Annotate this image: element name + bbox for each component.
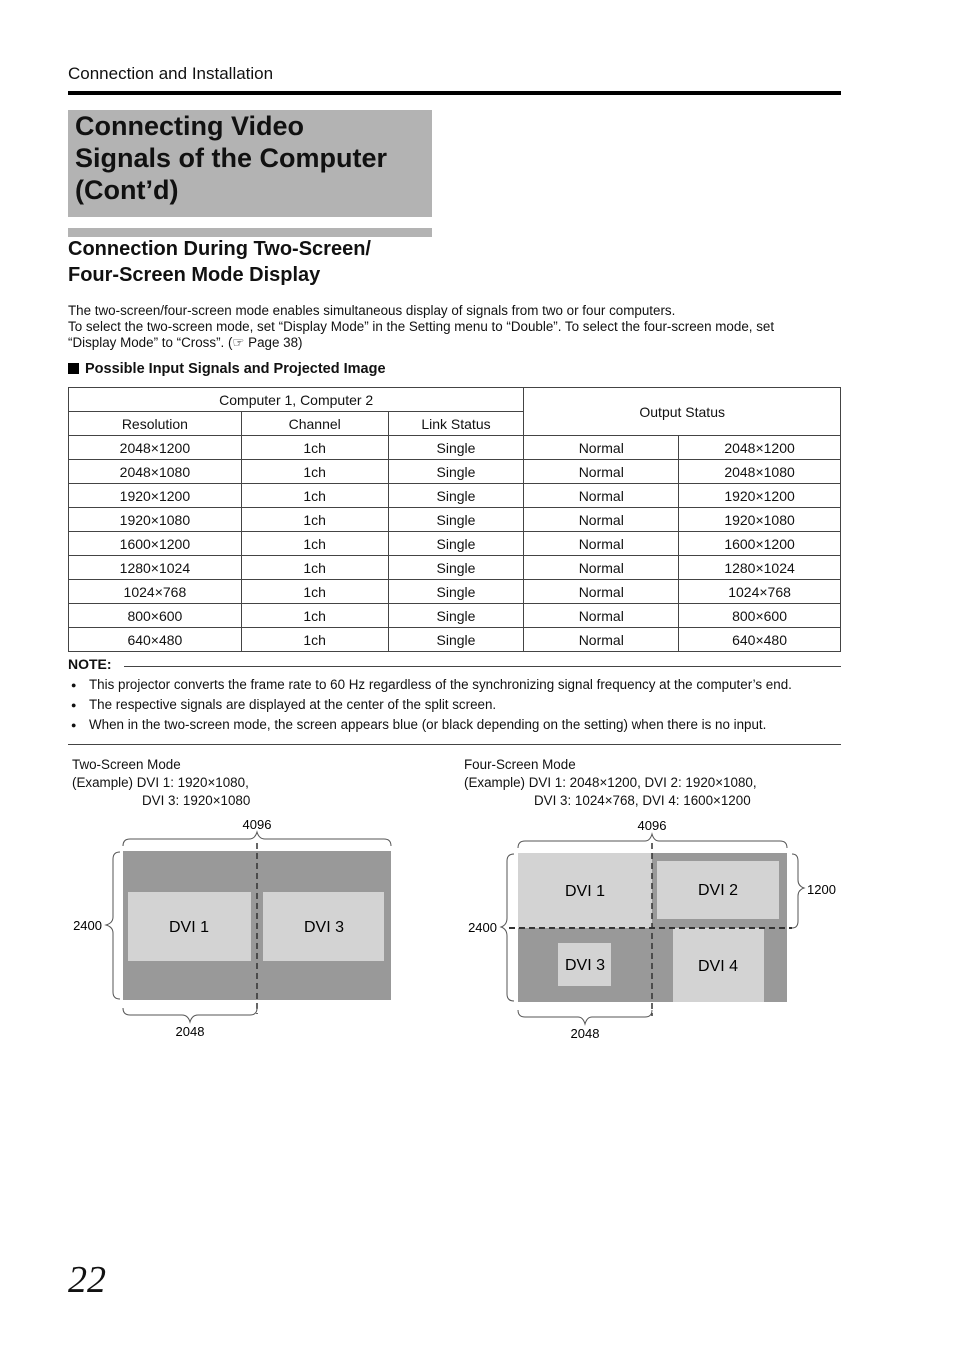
dvi1-label: DVI 1 <box>168 919 210 936</box>
table-cell: 1ch <box>241 484 388 508</box>
table-cell: Single <box>388 628 524 652</box>
table-row <box>69 460 841 484</box>
table-cell: Single <box>388 460 524 484</box>
table-heading <box>68 361 386 377</box>
table-cell: Normal <box>524 556 679 580</box>
table-cell: 1280×1024 <box>679 556 841 580</box>
table-cell: Normal <box>524 460 679 484</box>
table-cell: 1ch <box>241 436 388 460</box>
table-group-header: Computer 1, Computer 2 <box>69 388 524 412</box>
table-cell: 1ch <box>241 628 388 652</box>
table-row <box>69 556 841 580</box>
bottom-brace <box>518 1010 652 1024</box>
table-output-header: Output Status <box>524 388 841 436</box>
table-cell: 1024×768 <box>69 580 242 604</box>
table-cell: Single <box>388 580 524 604</box>
table-column-header: Channel <box>241 412 388 436</box>
table-cell: Single <box>388 556 524 580</box>
title-box <box>68 110 432 217</box>
bullet-icon: ● <box>71 720 77 730</box>
table-cell: Normal <box>524 580 679 604</box>
dvi2-label: DVI 2 <box>697 882 739 899</box>
square-bullet-icon <box>68 363 79 374</box>
table-cell: Normal <box>524 508 679 532</box>
intro-line: “Display Mode” to “Cross”. (☞ Page 38) <box>68 335 303 350</box>
table-cell: Normal <box>524 436 679 460</box>
table-cell: 800×600 <box>679 604 841 628</box>
table-cell: 800×600 <box>69 604 242 628</box>
table-cell: 2048×1080 <box>69 460 242 484</box>
height-label: 2400 <box>73 918 102 933</box>
table-cell: 1024×768 <box>679 580 841 604</box>
table-cell: 640×480 <box>69 628 242 652</box>
table-cell: 2048×1200 <box>69 436 242 460</box>
table-cell: 1600×1200 <box>679 532 841 556</box>
note-label: NOTE: <box>68 656 112 672</box>
four-screen-diagram <box>455 810 850 1050</box>
note-divider <box>124 666 841 667</box>
note-item: ● When in the two-screen mode, the screen appears blue (or black depending on the setting) when there is no input. <box>68 715 792 735</box>
table-cell: Normal <box>524 628 679 652</box>
half-width-label: 2048 <box>175 1024 205 1039</box>
dvi3-label: DVI 3 <box>303 919 345 936</box>
bottom-brace <box>123 1008 257 1022</box>
table-cell: Normal <box>524 532 679 556</box>
left-brace <box>106 852 120 999</box>
two-screen-caption <box>72 756 250 810</box>
right-brace <box>792 854 804 928</box>
four-screen-caption <box>464 756 757 810</box>
table-cell: Single <box>388 508 524 532</box>
table-row <box>69 604 841 628</box>
table-row <box>69 580 841 604</box>
table-row <box>69 628 841 652</box>
table-cell: 1920×1080 <box>679 508 841 532</box>
table-cell: 2048×1200 <box>679 436 841 460</box>
four-screen-example: DVI 3: 1024×768, DVI 4: 1600×1200 <box>534 793 751 808</box>
note-item: ● This projector converts the frame rate to 60 Hz regardless of the synchronizing signal frequency at the computer’s end. <box>68 675 792 695</box>
dvi1-label: DVI 1 <box>564 883 606 900</box>
table-cell: 1ch <box>241 508 388 532</box>
two-screen-example: DVI 3: 1920×1080 <box>142 793 251 808</box>
four-screen-example: (Example) DVI 1: 2048×1200, DVI 2: 1920×1080, <box>464 775 757 790</box>
table-row <box>69 436 841 460</box>
two-screen-title: Two-Screen Mode <box>72 757 181 772</box>
two-screen-diagram <box>60 810 410 1050</box>
table-cell: 1920×1200 <box>69 484 242 508</box>
table-row <box>69 508 841 532</box>
table-cell: Single <box>388 532 524 556</box>
notes-list <box>68 675 792 735</box>
page-title: Connecting Video Signals of the Computer (Cont’d) <box>75 111 388 205</box>
table-cell: 1920×1080 <box>69 508 242 532</box>
table-cell: 1920×1200 <box>679 484 841 508</box>
table-column-header: Link Status <box>388 412 524 436</box>
intro-text <box>68 303 848 351</box>
table-cell: Normal <box>524 604 679 628</box>
dvi3-label: DVI 3 <box>564 957 606 974</box>
section-subtitle: Connection During Two-Screen/ Four-Screen Mode Display <box>68 238 371 286</box>
note-item: ● The respective signals are displayed at the center of the split screen. <box>68 695 792 715</box>
table-cell: 1280×1024 <box>69 556 242 580</box>
section-divider <box>68 744 841 745</box>
bullet-icon: ● <box>71 680 77 690</box>
width-label: 4096 <box>242 817 272 832</box>
table-heading-text: Possible Input Signals and Projected Image <box>85 361 386 377</box>
half-height-label: 1200 <box>807 882 836 897</box>
table-cell: 1ch <box>241 460 388 484</box>
table-cell: Single <box>388 484 524 508</box>
table-cell: 1ch <box>241 532 388 556</box>
intro-line: To select the two-screen mode, set “Display Mode” in the Setting menu to “Double”. To select the four-screen mode, set <box>68 319 775 334</box>
bullet-icon: ● <box>71 700 77 710</box>
table-cell: Single <box>388 604 524 628</box>
table-column-header: Resolution <box>69 412 242 436</box>
table-cell: 2048×1080 <box>679 460 841 484</box>
table-body <box>69 436 841 652</box>
page-number: 22 <box>68 1259 106 1301</box>
section-header: Connection and Installation <box>68 64 274 83</box>
table-cell: Single <box>388 436 524 460</box>
table-cell: 1ch <box>241 580 388 604</box>
table-cell: Normal <box>524 484 679 508</box>
dvi4-label: DVI 4 <box>697 958 739 975</box>
table-row <box>69 532 841 556</box>
intro-line: The two-screen/four-screen mode enables simultaneous display of signals from two or four computers. <box>68 303 676 318</box>
table-cell: 640×480 <box>679 628 841 652</box>
table-cell: 1600×1200 <box>69 532 242 556</box>
width-label: 4096 <box>637 818 667 833</box>
four-screen-title: Four-Screen Mode <box>464 757 576 772</box>
half-width-label: 2048 <box>570 1026 600 1041</box>
two-screen-example: (Example) DVI 1: 1920×1080, <box>72 775 249 790</box>
header-rule <box>68 91 841 95</box>
signals-table <box>68 387 841 652</box>
table-cell: 1ch <box>241 556 388 580</box>
table-row <box>69 484 841 508</box>
height-label: 2400 <box>468 920 497 935</box>
table-cell: 1ch <box>241 604 388 628</box>
